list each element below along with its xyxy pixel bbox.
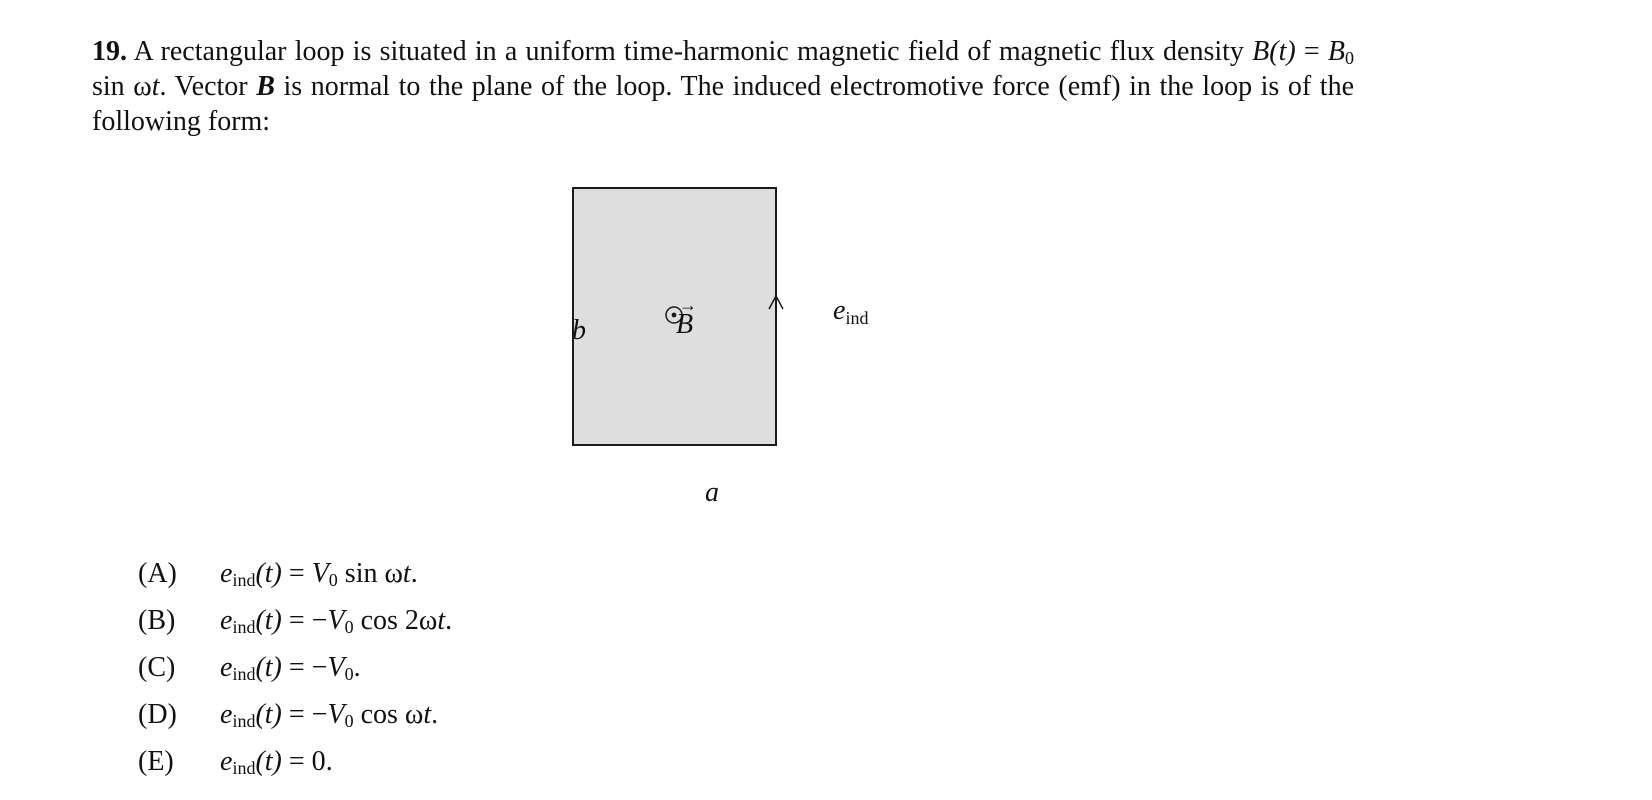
expr-v-sub: 0 xyxy=(344,664,354,684)
expr-v-sub: 0 xyxy=(328,570,338,590)
expr-v: V xyxy=(327,605,345,636)
option-letter: (A) xyxy=(138,558,177,589)
expr-arg: (t) xyxy=(255,746,282,777)
expr-t: t xyxy=(423,699,432,730)
expr-v: V xyxy=(311,558,329,589)
expr-func: cos 2ω xyxy=(353,605,438,636)
formula-sub: 0 xyxy=(1345,48,1355,68)
question-line1: A rectangular loop is situated in a uniform time-harmonic magnetic field of magnetic flux density xyxy=(127,36,1244,67)
expr-t: t xyxy=(437,605,446,636)
expr-e: e xyxy=(220,558,233,589)
emf-label xyxy=(833,295,869,328)
expr-end: . xyxy=(353,652,361,683)
emf-subscript: ind xyxy=(845,308,869,328)
vector-arrow-icon: → xyxy=(679,295,697,315)
side-label-a: a xyxy=(705,477,719,508)
expr-arg: (t) xyxy=(255,558,282,589)
formula-eq: = xyxy=(1295,36,1328,67)
option-letter: (C) xyxy=(138,652,176,683)
option-expression xyxy=(220,745,333,779)
expr-end: . xyxy=(431,699,439,730)
expr-func: sin ω xyxy=(337,558,403,589)
formula-t: t xyxy=(151,71,160,102)
expr-e: e xyxy=(220,652,233,683)
option-letter: (B) xyxy=(138,605,176,636)
expr-arg: (t) xyxy=(255,699,282,730)
expr-end: . xyxy=(445,605,453,636)
formula-rhs: sin ω xyxy=(92,71,152,102)
expr-v-sub: 0 xyxy=(344,617,354,637)
expr-eq: = − xyxy=(281,605,328,636)
vector-symbol: B xyxy=(256,71,275,102)
expr-sub: ind xyxy=(232,664,256,684)
option-expression xyxy=(220,557,418,591)
side-label-b: b xyxy=(572,315,586,346)
expr-func: cos ω xyxy=(353,699,424,730)
expr-eq: = 0 xyxy=(281,746,326,777)
option-expression xyxy=(220,604,452,638)
option-letter: (E) xyxy=(138,746,174,777)
expr-e: e xyxy=(220,746,233,777)
question-number: 19. xyxy=(92,36,127,67)
after-formula: . Vector xyxy=(159,71,257,102)
expr-v-sub: 0 xyxy=(344,711,354,731)
expr-eq: = xyxy=(281,558,312,589)
expr-v: V xyxy=(327,652,345,683)
question-text xyxy=(92,34,1354,139)
emf-symbol: e xyxy=(833,295,846,326)
expr-sub: ind xyxy=(232,570,256,590)
formula-lhs: B(t) xyxy=(1252,36,1296,67)
expr-end: . xyxy=(325,746,333,777)
loop-diagram xyxy=(560,185,880,515)
expr-eq: = − xyxy=(281,699,328,730)
expr-t: t xyxy=(402,558,411,589)
expr-arg: (t) xyxy=(255,605,282,636)
field-symbol: B xyxy=(676,309,694,340)
expr-e: e xyxy=(220,699,233,730)
expr-end: . xyxy=(410,558,418,589)
expr-v: V xyxy=(327,699,345,730)
expr-sub: ind xyxy=(232,617,256,637)
expr-e: e xyxy=(220,605,233,636)
loop-figure xyxy=(560,185,880,515)
option-expression xyxy=(220,651,361,685)
expr-arg: (t) xyxy=(255,652,282,683)
expr-eq: = − xyxy=(281,652,328,683)
expr-sub: ind xyxy=(232,758,256,778)
question-line2: is normal to the plane of the loop. The induced electromotive force (emf) in the loop is of the following form: xyxy=(92,71,1355,137)
option-letter: (D) xyxy=(138,699,177,730)
expr-sub: ind xyxy=(232,711,256,731)
option-expression xyxy=(220,698,438,732)
formula-b: B xyxy=(1327,36,1346,67)
